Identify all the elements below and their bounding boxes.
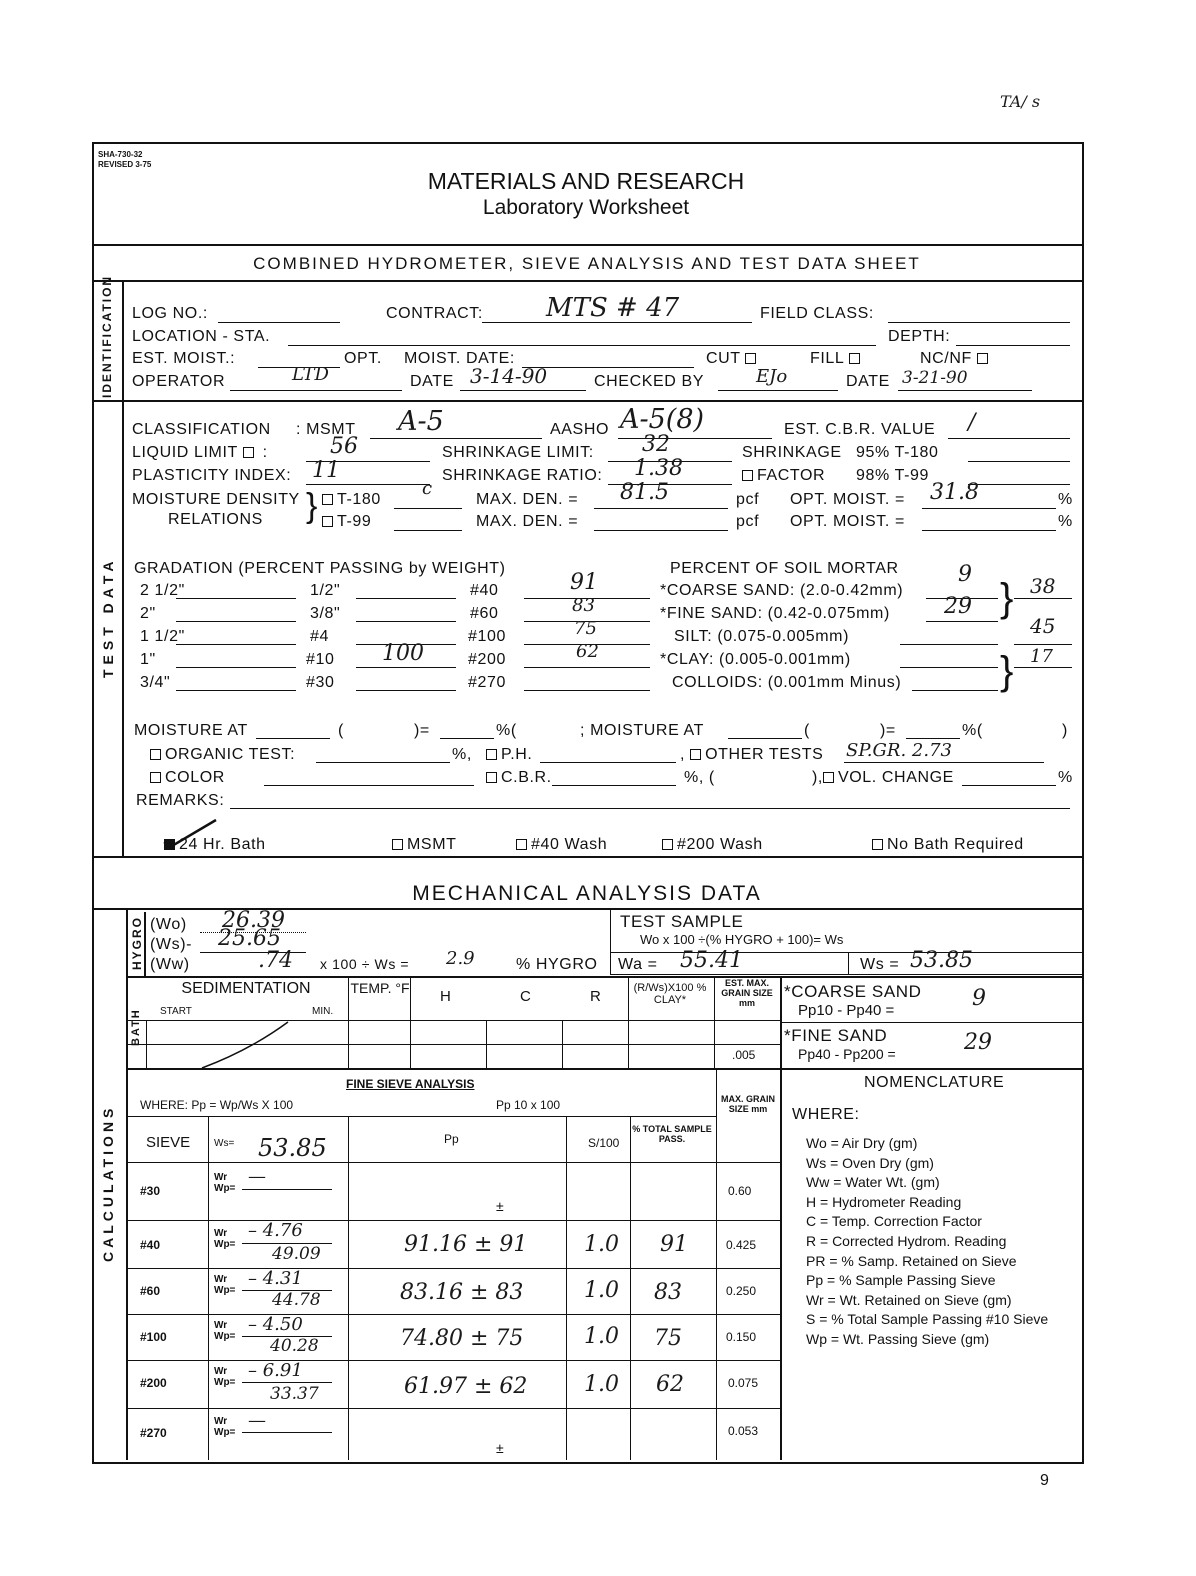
bath-40-checkbox[interactable] <box>516 839 527 850</box>
test-sample-formula: Wo x 100 ÷(% HYGRO + 100)= Ws <box>640 932 844 947</box>
sieve-size: 0.053 <box>728 1424 759 1438</box>
cbr2-field[interactable] <box>552 785 676 786</box>
operator-label: OPERATOR <box>132 373 226 390</box>
hygro-value: 2.9 <box>446 948 475 969</box>
other-tests-option[interactable]: , OTHER TESTS <box>680 746 824 763</box>
bath-40-option[interactable]: #40 Wash <box>516 836 607 854</box>
checked-by-label: CHECKED BY <box>594 373 705 390</box>
calculations-label: CALCULATIONS <box>100 1104 116 1262</box>
max-den-value: 81.5 <box>620 480 669 505</box>
remarks-field[interactable] <box>230 808 1070 809</box>
form-code: SHA-730-32 <box>98 150 143 159</box>
t180-mark: c <box>422 478 433 499</box>
relations-label: RELATIONS <box>168 511 263 528</box>
liquid-limit-checkbox[interactable] <box>243 447 254 458</box>
nomenclature-item: Ws = Oven Dry (gm) <box>806 1154 934 1171</box>
date2-label: DATE <box>846 373 890 390</box>
grad-sieve-5-1: 3/4" <box>140 674 171 691</box>
ws-sieve-value: 53.85 <box>258 1134 327 1162</box>
ws-label: (Ws)- <box>150 936 193 953</box>
gradation-label: GRADATION (PERCENT PASSING by WEIGHT) <box>134 560 506 577</box>
date-label: DATE <box>410 373 454 390</box>
liquid-limit-option[interactable]: LIQUID LIMIT : <box>132 444 268 461</box>
page-mark: 9 <box>1040 1472 1049 1489</box>
temp-label: TEMP. °F <box>350 980 410 996</box>
grad-sieve-2-3: #60 <box>470 605 499 622</box>
plasticity-field[interactable] <box>306 484 430 485</box>
moist-date-label: MOIST. DATE: <box>404 350 515 367</box>
c-label: C <box>520 988 531 1005</box>
msmt-field[interactable] <box>370 438 542 439</box>
vol-change-pct: % <box>1058 769 1073 786</box>
brace-icon: } <box>306 487 318 525</box>
sieve-name: #100 <box>140 1330 167 1344</box>
mortar-field-5[interactable] <box>912 690 998 691</box>
liquid-limit-value: 56 <box>330 434 358 459</box>
grad-field-3-1[interactable] <box>176 644 296 645</box>
sieve-wp: 33.37 <box>270 1384 319 1404</box>
mortar-total-3: 17 <box>1030 646 1053 667</box>
mortar-label-3: SILT: (0.075-0.005mm) <box>674 628 850 645</box>
date2-field[interactable] <box>898 390 1032 391</box>
grad-sieve-4-3: #200 <box>468 651 506 668</box>
nomenclature-item: Wr = Wt. Retained on Sieve (gm) <box>806 1291 1012 1308</box>
sieve-s: 1.0 <box>584 1232 619 1257</box>
contract-value: MTS # 47 <box>546 293 680 323</box>
t99-field[interactable] <box>394 530 462 531</box>
color-checkbox[interactable] <box>150 772 161 783</box>
bath-msmt-option[interactable]: MSMT <box>392 836 457 854</box>
nomenclature-item: H = Hydrometer Reading <box>806 1193 962 1210</box>
pct2-label: % <box>1058 513 1073 530</box>
depth-label: DEPTH: <box>888 328 951 345</box>
shrinkage-label: SHRINKAGE <box>742 444 842 461</box>
t180-checkbox[interactable] <box>322 494 333 505</box>
sheet-title: COMBINED HYDROMETER, SIEVE ANALYSIS AND TEST DATA SHEET <box>253 254 921 273</box>
t99-option[interactable]: T-99 <box>322 513 371 531</box>
ph-field[interactable] <box>540 762 676 763</box>
nomenclature-title: NOMENCLATURE <box>864 1074 1005 1091</box>
wa-value: 55.41 <box>680 948 743 973</box>
nomenclature-item: R = Corrected Hydrom. Reading <box>806 1232 1007 1249</box>
hygro-formula: x 100 ÷ Ws = <box>320 956 410 972</box>
moisture-pct-1: %( <box>496 722 517 739</box>
mechanical-title: MECHANICAL ANALYSIS DATA <box>412 882 762 905</box>
sieve-pp: 61.97 ± 62 <box>404 1374 528 1399</box>
cbr2-checkbox[interactable] <box>486 772 497 783</box>
ph-checkbox[interactable] <box>486 749 497 760</box>
sieve-pp: 74.80 ± 75 <box>400 1326 524 1351</box>
ncnf-checkbox[interactable] <box>977 353 988 364</box>
log-no-field[interactable] <box>218 322 340 323</box>
sieve-name: #270 <box>140 1426 167 1440</box>
grad-field-4-2[interactable] <box>356 667 456 668</box>
sieve-wr: 4.31 <box>262 1268 303 1289</box>
sieve-wr: 4.50 <box>262 1314 303 1335</box>
sieve-size: 0.425 <box>726 1238 757 1252</box>
hygro-label: HYGRO <box>130 915 144 970</box>
other-tests-field[interactable] <box>844 762 1044 763</box>
date-value: 3-14-90 <box>470 364 548 388</box>
checked-by-value: EJo <box>756 366 788 387</box>
factor-checkbox[interactable] <box>742 470 753 481</box>
wa-label: Wa = <box>618 956 658 973</box>
pp-formula: Pp 10 x 100 <box>496 1098 561 1112</box>
coarse-sand-label: *COARSE SAND <box>784 982 922 1001</box>
sieve-name: #60 <box>140 1284 161 1298</box>
organic-option[interactable]: ORGANIC TEST: <box>150 746 295 764</box>
moisture-paren-2: ( <box>804 722 810 739</box>
mortar-value-1: 9 <box>958 562 972 587</box>
shrinkage-limit-label: SHRINKAGE LIMIT: <box>442 444 594 461</box>
nomenclature-item: C = Temp. Correction Factor <box>806 1213 982 1230</box>
moisture-at2-field[interactable] <box>728 738 802 739</box>
classification-label: CLASSIFICATION <box>132 421 271 438</box>
sed-curve <box>200 1020 290 1070</box>
moisture-density-label: MOISTURE DENSITY <box>132 491 300 508</box>
sieve-total: 75 <box>654 1326 682 1351</box>
moisture-at-field[interactable] <box>256 738 330 739</box>
sieve-pp: 91.16 ± 91 <box>404 1232 528 1257</box>
col-sieve: SIEVE <box>146 1134 191 1151</box>
ncnf-option[interactable]: NC/NF <box>920 350 992 368</box>
pcf2-label: pcf <box>736 513 760 530</box>
grad-sieve-4-2: #10 <box>306 651 335 668</box>
form-subtitle: Laboratory Worksheet <box>482 196 690 219</box>
field-class-field[interactable] <box>888 322 1070 323</box>
mortar-brace-1: } <box>1000 576 1014 620</box>
sieve-total: 62 <box>656 1372 684 1397</box>
depth-field[interactable] <box>956 345 1070 346</box>
grad-field-1-2[interactable] <box>356 598 456 599</box>
max-den-label: MAX. DEN. = <box>476 491 579 508</box>
grad-field-1-1[interactable] <box>176 598 296 599</box>
operator-field[interactable] <box>230 390 402 391</box>
mortar-value-2: 29 <box>944 594 972 619</box>
nomenclature-item: Ww = Water Wt. (gm) <box>806 1174 940 1191</box>
identification-label: IDENTIFICATION <box>100 274 114 398</box>
mortar-field-3[interactable] <box>900 644 998 645</box>
sieve-wr: 6.91 <box>262 1360 303 1381</box>
pcf-label: pcf <box>736 491 760 508</box>
cbr2-option[interactable]: C.B.R. <box>486 769 552 787</box>
col-ws: Ws= <box>214 1138 235 1149</box>
t180-field[interactable] <box>394 508 462 509</box>
coarse-value: 9 <box>972 986 986 1011</box>
hygro-pct: % HYGRO <box>516 956 598 973</box>
max-den2-label: MAX. DEN. = <box>476 513 579 530</box>
maxgrain-label: MAX. GRAIN SIZE mm <box>721 1094 775 1114</box>
moisture-eq-2: )= <box>880 722 896 739</box>
sieve-pp: 83.16 ± 83 <box>400 1280 524 1305</box>
opt-label: OPT. <box>344 350 382 367</box>
mortar-label-5: COLLOIDS: (0.001mm Minus) <box>672 674 902 691</box>
sieve-name: #200 <box>140 1376 167 1390</box>
grad-sieve-1-2: 1/2" <box>310 582 341 599</box>
grad-sieve-4-1: 1" <box>140 651 156 668</box>
shrinkage-ratio-label: SHRINKAGE RATIO: <box>442 467 603 484</box>
opt-moist-value: 31.8 <box>930 480 979 505</box>
grad-value-2-3: 83 <box>572 595 595 616</box>
pct-label: % <box>1058 491 1073 508</box>
est-moist-label: EST. MOIST.: <box>132 350 236 367</box>
top-scribble: TA/ s <box>1000 92 1041 111</box>
form-title: MATERIALS AND RESEARCH <box>427 168 745 194</box>
grad-value-4-2: 100 <box>382 641 424 666</box>
sieve-size: 0.150 <box>726 1330 757 1344</box>
color-field[interactable] <box>264 785 474 786</box>
col-pp: Pp <box>444 1132 459 1146</box>
col-s100: S/100 <box>588 1136 620 1150</box>
bath-200-checkbox[interactable] <box>662 839 673 850</box>
sieve-size: 0.60 <box>728 1184 752 1198</box>
shrinkage-ratio-value: 1.38 <box>634 456 683 481</box>
test-data-label: TEST DATA <box>100 556 116 678</box>
ws2-value: 53.85 <box>910 948 973 973</box>
fine-value: 29 <box>964 1030 992 1055</box>
wo-value: 26.39 <box>222 908 285 933</box>
mortar-total-1: 38 <box>1030 574 1056 598</box>
location-field[interactable] <box>288 345 876 346</box>
shrinkage-limit-value: 32 <box>642 432 670 457</box>
moisture-pct-field[interactable] <box>440 738 494 739</box>
grad-field-5-3[interactable] <box>524 690 650 691</box>
organic-pct: %, <box>452 746 472 763</box>
color-option[interactable]: COLOR <box>150 769 225 787</box>
moisture-pct-2: %( <box>962 722 983 739</box>
moisture-eq-1: )= <box>414 722 430 739</box>
t99-label: 98% T-99 <box>856 467 929 484</box>
col-total: % TOTAL SAMPLE PASS. <box>632 1124 712 1144</box>
contract-label: CONTRACT: <box>386 305 483 322</box>
opt-moist2-field[interactable] <box>922 530 1056 531</box>
sieve-wp: 40.28 <box>270 1336 319 1356</box>
clay-label: (R/Ws)X100 % CLAY* <box>633 982 707 1006</box>
mortar-field-2[interactable] <box>926 621 998 622</box>
mortar-label-4: *CLAY: (0.005-0.001mm) <box>660 651 851 668</box>
max-den2-field[interactable] <box>594 530 728 531</box>
organic-checkbox[interactable] <box>150 749 161 760</box>
vol-change-option[interactable]: ), VOL. CHANGE <box>812 769 954 786</box>
remarks-label: REMARKS: <box>136 792 225 809</box>
organic-field[interactable] <box>316 762 450 763</box>
grad-sieve-3-2: #4 <box>310 628 329 645</box>
sieve-wp: 49.09 <box>272 1244 321 1264</box>
nomenclature-item: S = % Total Sample Passing #10 Sieve <box>806 1311 1049 1328</box>
coarse-formula: Pp10 - Pp40 = <box>798 1002 895 1019</box>
start-label: START <box>160 1006 192 1017</box>
mortar-label-1: *COARSE SAND: (2.0-0.42mm) <box>660 582 904 599</box>
grad-value-3-3: 75 <box>574 618 597 639</box>
r-label: R <box>590 988 601 1005</box>
sieve-s: 1.0 <box>584 1372 619 1397</box>
bath-200-option[interactable]: #200 Wash <box>662 836 763 854</box>
fill-checkbox[interactable] <box>849 353 860 364</box>
moisture-at-label: MOISTURE AT <box>134 722 248 739</box>
bath-24hr-option[interactable]: 24 Hr. Bath <box>164 836 266 854</box>
plasticity-value: 11 <box>312 458 340 483</box>
sieve-wr: — <box>248 1410 266 1431</box>
sieve-wr: — <box>248 1166 266 1187</box>
ph-option[interactable]: P.H. <box>486 746 532 764</box>
t180-option[interactable]: T-180 <box>322 491 381 509</box>
sieve-s: 1.0 <box>584 1278 619 1303</box>
plasticity-label: PLASTICITY INDEX: <box>132 467 292 484</box>
cut-checkbox[interactable] <box>745 353 756 364</box>
test-sample-label: TEST SAMPLE <box>620 912 744 931</box>
grad-sieve-5-2: #30 <box>306 674 335 691</box>
fine-sand-label: *FINE SAND <box>784 1026 888 1045</box>
location-label: LOCATION - STA. <box>132 328 271 345</box>
cut-option[interactable]: CUT <box>706 350 760 368</box>
min-label: MIN. <box>312 1006 334 1017</box>
grad-field-5-2[interactable] <box>356 690 456 691</box>
log-no-label: LOG NO.: <box>132 305 208 322</box>
mortar-total-2: 45 <box>1030 614 1056 638</box>
grad-value-1-3: 91 <box>570 570 598 595</box>
checked-by-field[interactable] <box>718 390 838 391</box>
sieve-wr: 4.76 <box>262 1220 303 1241</box>
check-mark-icon <box>160 816 220 848</box>
fine-sieve-label: FINE SIEVE ANALYSIS <box>346 1077 475 1091</box>
nomenclature-item: Wo = Air Dry (gm) <box>806 1135 918 1151</box>
cbr-value: / <box>968 410 976 435</box>
fine-formula: Pp40 - Pp200 = <box>798 1046 896 1062</box>
moisture-paren-3: ) <box>1062 722 1068 739</box>
vol-change-checkbox[interactable] <box>823 772 834 783</box>
nomenclature-item: Wp = Wt. Passing Sieve (gm) <box>806 1330 990 1347</box>
no-bath-checkbox[interactable] <box>872 839 883 850</box>
mortar-field-4[interactable] <box>900 667 998 668</box>
grain-005: .005 <box>732 1048 756 1062</box>
mortar-label: PERCENT OF SOIL MORTAR <box>670 560 899 577</box>
opt-moist-label: OPT. MOIST. = <box>790 491 905 508</box>
grad-sieve-5-3: #270 <box>468 674 506 691</box>
sieve-name: #30 <box>140 1184 161 1198</box>
moisture-pct2-field[interactable] <box>906 738 960 739</box>
sieve-total: 83 <box>654 1280 682 1305</box>
sieve-wp: 44.78 <box>272 1290 321 1310</box>
grad-field-4-3[interactable] <box>524 667 650 668</box>
no-bath-option[interactable]: No Bath Required <box>872 836 1024 854</box>
aasho-value: A-5(8) <box>620 404 705 435</box>
ww-value: .74 <box>258 948 293 973</box>
other-tests-value: SP.GR. 2.73 <box>846 740 952 761</box>
field-class-label: FIELD CLASS: <box>760 305 874 322</box>
sieve-name: #40 <box>140 1238 161 1252</box>
date2-value: 3-21-90 <box>902 368 968 388</box>
nomenclature-item: PR = % Samp. Retained on Sieve <box>806 1252 1017 1269</box>
cbr2-pct: %, ( <box>684 769 715 786</box>
msmt-label: : MSMT <box>296 421 356 438</box>
t180-label: 95% T-180 <box>856 444 939 461</box>
grad-value-4-3: 62 <box>576 641 599 662</box>
wo-label: (Wo) <box>150 916 187 933</box>
cbr-field[interactable] <box>948 438 1070 439</box>
grad-sieve-3-3: #100 <box>468 628 506 645</box>
operator-value: LTD <box>292 364 329 385</box>
grad-field-4-1[interactable] <box>176 667 296 668</box>
nomenclature-list <box>806 1134 1076 1350</box>
factor-option[interactable]: FACTOR <box>742 467 825 485</box>
grain-label: EST. MAX. GRAIN SIZE mm <box>721 978 773 1008</box>
mortar-brace-2: } <box>1000 649 1014 693</box>
bath-msmt-checkbox[interactable] <box>392 839 403 850</box>
shrinkage-t99-field[interactable] <box>968 484 1070 485</box>
moisture-at2-label: ; MOISTURE AT <box>580 722 704 739</box>
grad-sieve-3-1: 1 1/2" <box>140 628 185 645</box>
bath-label: BATH <box>130 1008 142 1046</box>
msmt-value: A-5 <box>398 406 444 437</box>
sed-label: SEDIMENTATION <box>181 980 311 997</box>
ws2-label: Ws = <box>860 956 900 973</box>
h-label: H <box>440 988 451 1005</box>
fill-option[interactable]: FILL <box>810 350 864 368</box>
other-tests-checkbox[interactable] <box>690 749 701 760</box>
ww-label: (Ww) <box>150 956 190 973</box>
shrinkage-t180-field[interactable] <box>968 461 1070 462</box>
opt-moist-field[interactable] <box>922 508 1056 509</box>
opt-moist2-label: OPT. MOIST. = <box>790 513 905 530</box>
date-field[interactable] <box>460 390 586 391</box>
grad-field-5-1[interactable] <box>176 690 296 691</box>
sieve-s: 1.0 <box>584 1324 619 1349</box>
nomenclature-item: Pp = % Sample Passing Sieve <box>806 1272 996 1289</box>
t99-checkbox[interactable] <box>322 516 333 527</box>
form-revised: REVISED 3-75 <box>98 160 152 169</box>
sieve-size: 0.075 <box>728 1376 759 1390</box>
grad-field-2-2[interactable] <box>356 621 456 622</box>
sieve-size: 0.250 <box>726 1284 757 1298</box>
max-den-field[interactable] <box>594 508 728 509</box>
aasho-label: AASHO <box>550 421 610 438</box>
sieve-total: 91 <box>660 1232 688 1257</box>
moisture-paren-1: ( <box>338 722 344 739</box>
vol-change-field[interactable] <box>962 785 1056 786</box>
grad-sieve-2-2: 3/8" <box>310 605 341 622</box>
ws-value: 25.65 <box>218 926 281 951</box>
grad-field-2-1[interactable] <box>176 621 296 622</box>
mortar-label-2: *FINE SAND: (0.42-0.075mm) <box>660 605 890 622</box>
cbr-label: EST. C.B.R. VALUE <box>784 421 936 438</box>
grad-sieve-2-1: 2" <box>140 605 156 622</box>
grad-sieve-1-3: #40 <box>470 582 499 599</box>
grad-sieve-1-1: 2 1/2" <box>140 582 185 599</box>
moist-date-field[interactable] <box>522 367 694 368</box>
where-label: WHERE: <box>792 1106 860 1123</box>
where-formula: WHERE: Pp = Wp/Ws X 100 <box>140 1098 294 1112</box>
